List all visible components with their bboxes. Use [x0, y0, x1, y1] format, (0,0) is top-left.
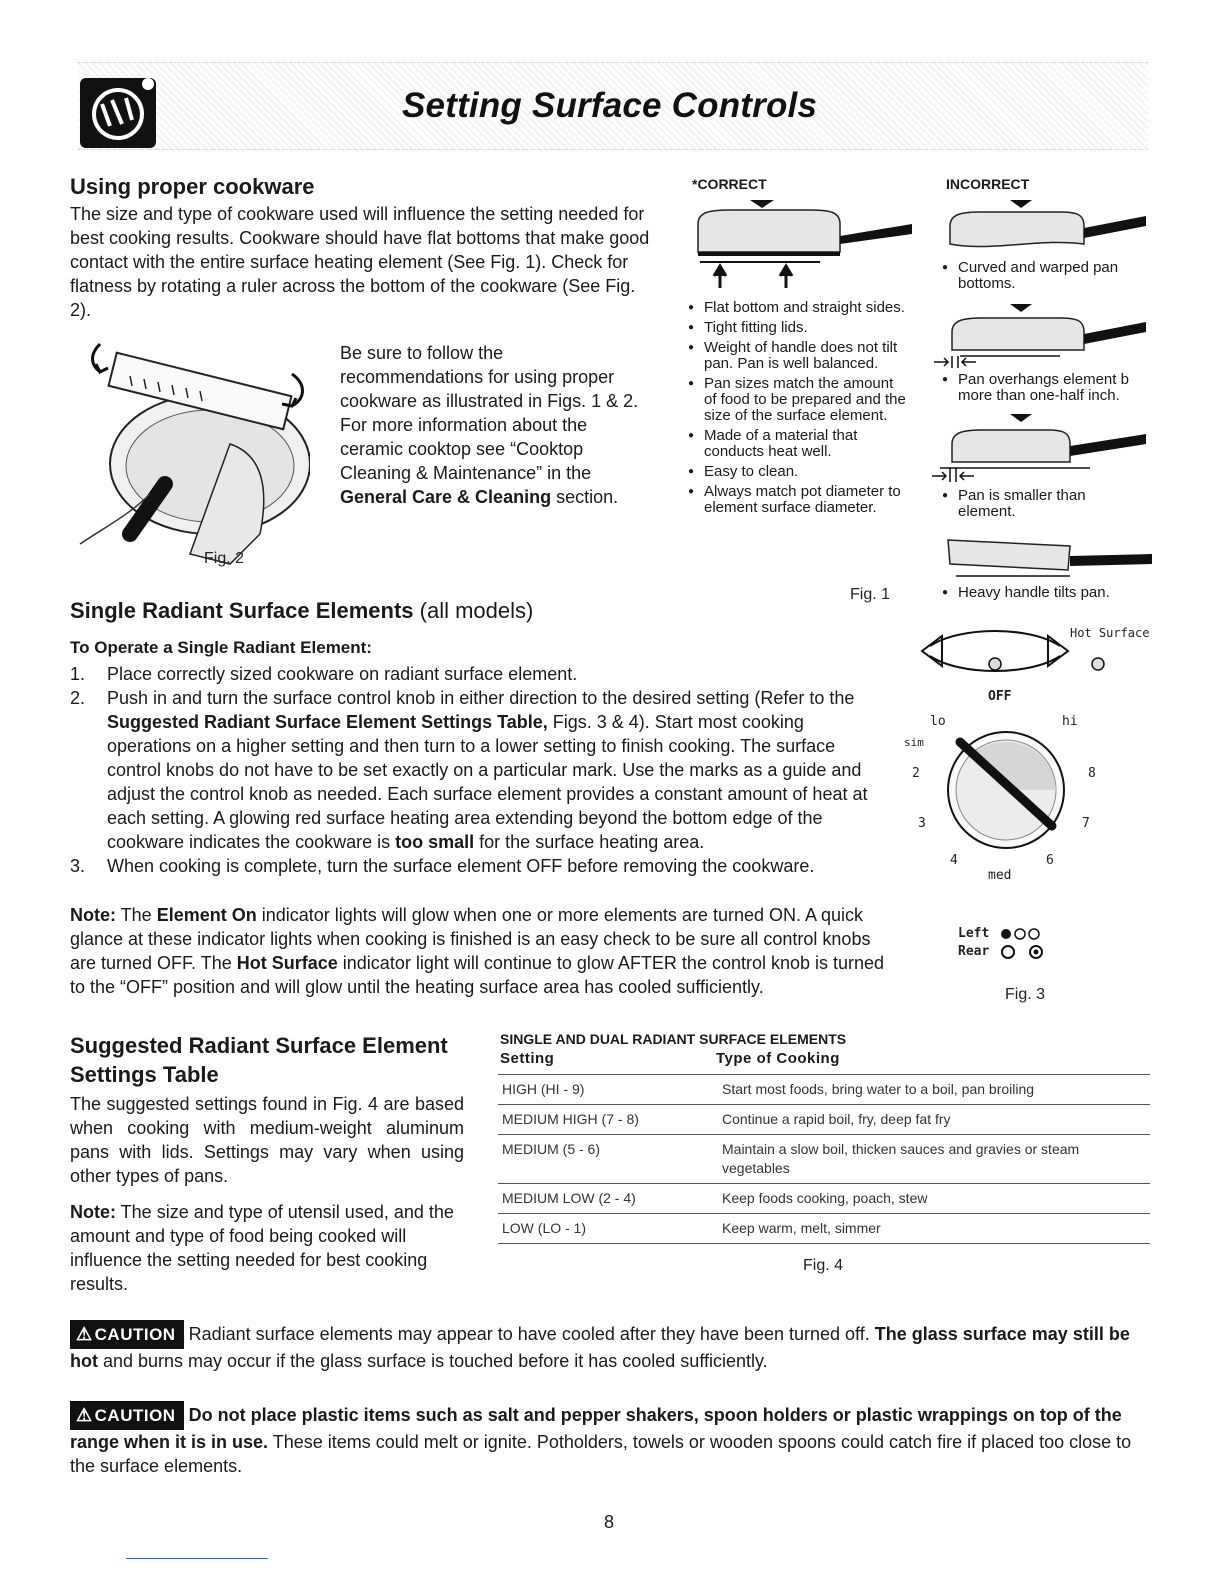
fig2-label: Fig. 2 — [204, 550, 245, 567]
incorrect-item-1 — [942, 260, 1152, 296]
suggested-note — [70, 1200, 474, 1296]
heavy-handle-pan-illustration — [940, 532, 1156, 582]
step-2 — [70, 686, 890, 854]
step-number: 1. — [70, 664, 86, 684]
fig4-label: Fig. 4 — [803, 1257, 844, 1274]
step-bold-2: too small — [395, 832, 475, 852]
step-bold-1: Suggested Radiant Surface Element Settings Table, — [107, 712, 548, 732]
note-text-a: The — [116, 905, 157, 925]
suggested-text: The suggested settings found in Fig. 4 are based when cooking with medium-weight aluminum pans with lids. Settings may vary when using other types of pans. — [70, 1094, 464, 1186]
suggested-heading: Suggested Radiant Surface Element Settings Table — [70, 1033, 448, 1087]
table-row — [498, 1075, 1150, 1105]
caution-1-bold: The glass surface may still be hot — [70, 1324, 1130, 1371]
note-text-c: indicator light will continue to glow AFTER the control knob is turned to the “OFF” position and will glow until the heating surface area has cooled sufficiently. — [70, 953, 885, 997]
cookware-follow-text — [340, 341, 640, 509]
incorrect-item-4 — [942, 585, 1152, 605]
caution-badge-text: CAUTION — [94, 1325, 176, 1344]
fig3-label: Fig. 3 — [1005, 986, 1046, 1003]
step-text-a: Push in and turn the surface control knob in either direction to the desired setting (Refer to the — [107, 688, 855, 708]
caution-badge — [70, 1401, 184, 1430]
single-heading — [70, 598, 533, 624]
caution-2-bold: Do not place plastic items such as salt and pepper shakers, spoon holders or plastic wrappings on top of the range when it is in use. — [70, 1405, 1122, 1452]
note-bold-1: Element On — [156, 905, 257, 925]
knob-6-label: 6 — [1046, 853, 1054, 868]
knob-sim-label: sim — [904, 736, 924, 749]
step-text-c: for the surface heating area. — [474, 832, 705, 852]
list-item: ● Pan sizes match the amount of food to be prepared and the size of the surface element. — [688, 376, 908, 424]
table-cell-type: Start most foods, bring water to a boil, pan broiling — [718, 1075, 1150, 1105]
cookware-heading: Using proper cookware — [70, 174, 315, 199]
table-cell-type: Maintain a slow boil, thicken sauces and gravies or steam vegetables — [718, 1135, 1150, 1184]
table-row — [498, 1214, 1150, 1244]
rear-indicator-label: Rear — [958, 944, 990, 959]
table-cell-setting: HIGH (HI - 9) — [498, 1075, 718, 1105]
caution-1-text-2: and burns may occur if the glass surface is touched before it has cooled sufficiently. — [97, 1351, 768, 1371]
table-cell-setting: MEDIUM HIGH (7 - 8) — [498, 1105, 718, 1135]
table-cell-type: Keep warm, melt, simmer — [718, 1214, 1150, 1244]
page-title: Setting Surface Controls — [402, 86, 818, 125]
note-label: Note: — [70, 905, 116, 925]
list-item: ● Made of a material that conducts heat well. — [688, 428, 908, 460]
cooking-section-icon — [78, 74, 160, 150]
caution-2 — [70, 1401, 1152, 1478]
fig1-label: Fig. 1 — [850, 586, 891, 603]
caution-badge-text: CAUTION — [94, 1406, 176, 1425]
knob-7-label: 7 — [1082, 816, 1090, 831]
step-text-b: Figs. 3 & 4). Start most cooking operations on a higher setting and then turn to a lower setting to finish cooking. The surface control knobs do not have to be set exactly on a particular mark. Use the marks as a guide and adjust the control knob as needed. Each surface element provides a constant amount of heat at each setting. A glowing red surface heating area extending beyond the bottom edge of the cookware indicates the cookware is — [107, 712, 868, 852]
table-col-type: Type of Cooking — [716, 1050, 840, 1067]
follow-bold: General Care & Cleaning — [340, 487, 552, 507]
left-indicator-label: Left — [958, 926, 990, 941]
suggested-note-label: Note: — [70, 1202, 116, 1222]
table-row — [498, 1135, 1150, 1184]
list-item: ● Pan is smaller than element. — [942, 488, 1142, 520]
caution-2-text: These items could melt or ignite. Potholders, towels or wooden spoons could catch fire if placed too close to the surface elements. — [70, 1432, 1132, 1476]
note-bold-2: Hot Surface — [236, 953, 338, 973]
caution-1 — [70, 1320, 1152, 1373]
knob-8-label: 8 — [1088, 766, 1096, 781]
correct-pan-illustration — [690, 196, 920, 292]
single-heading-suffix: (all models) — [413, 598, 534, 623]
warning-icon: ⚠ — [76, 1324, 93, 1344]
follow-text-1: Be sure to follow the recommendations for using proper cookware as illustrated in Figs. 1 & 2. For more information about the ceramic cooktop see “Cooktop Cleaning & Maintenance” in the — [340, 343, 639, 483]
table-cell-setting: MEDIUM (5 - 6) — [498, 1135, 718, 1184]
list-item: ● Heavy handle tilts pan. — [942, 585, 1152, 601]
table-cell-type: Continue a rapid boil, fry, deep fat fry — [718, 1105, 1150, 1135]
incorrect-label: INCORRECT — [946, 176, 1030, 192]
ruler-check-illustration — [70, 334, 310, 574]
settings-table — [498, 1075, 1150, 1244]
cookware-intro: The size and type of cookware used will influence the setting needed for best cooking results. Cookware should have flat bottoms that make good contact with the entire surface heating element (See Fig. 1). Check for flatness by rotating a ruler across the bottom of the cookware (See Fig. 2). — [70, 204, 650, 320]
suggested-note-text: The size and type of utensil used, and the amount and type of food being cooked will influence the setting needed for best cooking results. — [70, 1202, 454, 1294]
overhang-pan-illustration — [930, 300, 1150, 370]
table-row — [498, 1184, 1150, 1214]
correct-label: *CORRECT — [692, 176, 767, 192]
step-1 — [70, 662, 890, 686]
knob-lo-label: lo — [930, 714, 946, 729]
hot-surface-label: Hot Surface — [1070, 626, 1150, 640]
caution-badge — [70, 1320, 184, 1349]
step-number: 2. — [70, 688, 86, 708]
list-item: ● Curved and warped pan bottoms. — [942, 260, 1152, 292]
knob-4-label: 4 — [950, 853, 958, 868]
list-item: ● Always match pot diameter to element surface diameter. — [688, 484, 908, 516]
small-pan-illustration — [930, 410, 1150, 484]
list-item: ● Weight of handle does not tilt pan. Pan is well balanced. — [688, 340, 908, 372]
element-on-indicator-icon — [1000, 926, 1050, 962]
incorrect-item-3 — [942, 488, 1142, 524]
single-subheading: To Operate a Single Radiant Element: — [70, 638, 372, 657]
warped-pan-illustration — [940, 196, 1150, 256]
step-text: When cooking is complete, turn the surface element OFF before removing the cookware. — [107, 856, 815, 876]
knob-3-label: 3 — [918, 816, 926, 831]
operate-steps — [70, 662, 890, 878]
knob-hi-label: hi — [1062, 714, 1078, 729]
correct-list — [688, 300, 908, 520]
step-number: 3. — [70, 856, 86, 876]
step-text: Place correctly sized cookware on radiant surface element. — [107, 664, 578, 684]
footer-rule — [126, 1558, 268, 1559]
page-number: 8 — [604, 1512, 615, 1532]
table-cell-setting: MEDIUM LOW (2 - 4) — [498, 1184, 718, 1214]
follow-text-2: section. — [551, 487, 619, 507]
single-heading-text: Single Radiant Surface Elements — [70, 598, 414, 623]
knob-off-label: OFF — [988, 689, 1012, 704]
incorrect-item-2 — [942, 372, 1162, 408]
table-row — [498, 1105, 1150, 1135]
table-cell-setting: LOW (LO - 1) — [498, 1214, 718, 1244]
list-item: ● Pan overhangs element b more than one-half inch. — [942, 372, 1162, 404]
settings-table-wrap — [498, 1074, 1150, 1244]
knob-2-label: 2 — [912, 766, 920, 781]
list-item: ● Flat bottom and straight sides. — [688, 300, 908, 316]
knob-med-label: med — [988, 868, 1012, 883]
table-title: SINGLE AND DUAL RADIANT SURFACE ELEMENTS — [500, 1031, 847, 1047]
element-on-note — [70, 903, 890, 999]
step-3 — [70, 854, 890, 878]
caution-1-text: Radiant surface elements may appear to have cooled after they have been turned off. — [188, 1324, 875, 1344]
warning-icon: ⚠ — [76, 1405, 93, 1425]
table-col-setting: Setting — [500, 1050, 555, 1067]
table-cell-type: Keep foods cooking, poach, stew — [718, 1184, 1150, 1214]
list-item: ● Tight fitting lids. — [688, 320, 908, 336]
list-item: ● Easy to clean. — [688, 464, 908, 480]
control-knob-icon — [936, 720, 1076, 860]
note-text-b: indicator lights will glow when one or more elements are turned ON. A quick glance at these indicator lights when cooking is finished is an easy check to be sure all control knobs are turned OFF. The — [70, 905, 871, 973]
